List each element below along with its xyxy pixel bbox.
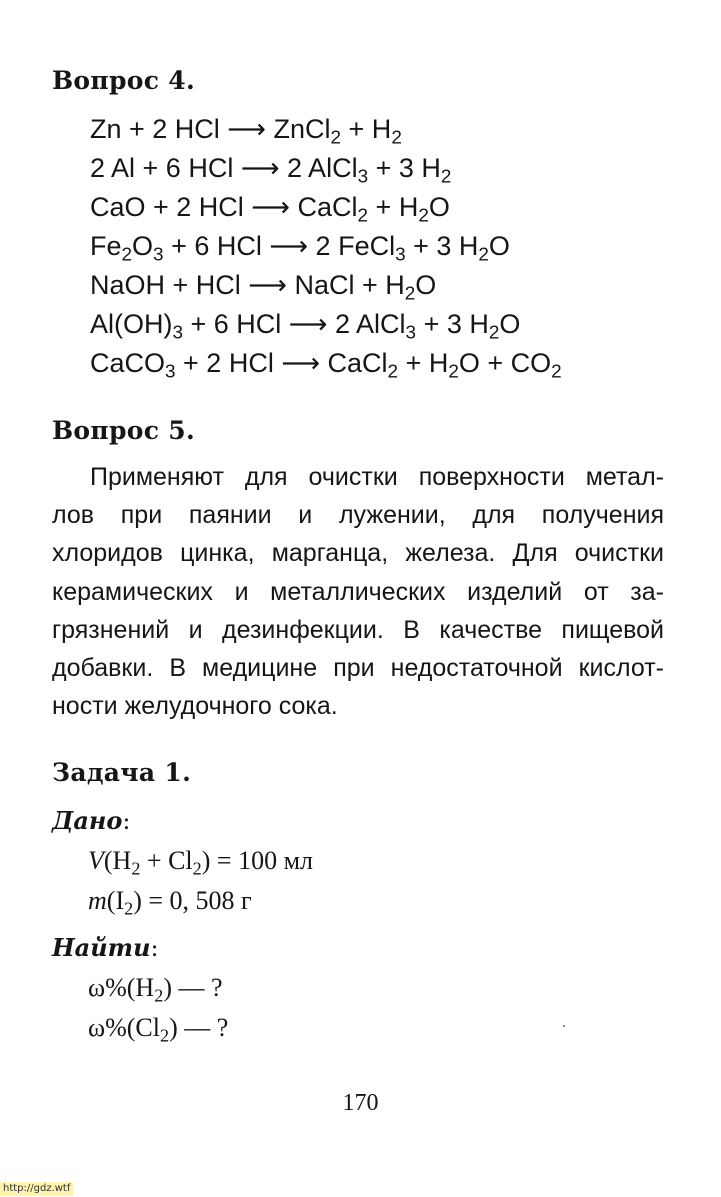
equation-6: $Al(OH)_3 + 6$ HCl ⟶ 2 AlCl$_3$ + 3 $H_2O$ — [90, 309, 521, 344]
equation-2: 2 Al + 6 HCl ⟶ 2 AlCl$_3$ + 3 $H_2$ — [90, 153, 452, 188]
answer-5-line: керамических и металлических изделий от за- — [52, 577, 664, 606]
find-h2-fraction: $\omega\%(H_2)$ — ? — [88, 973, 223, 1006]
scan-speck — [563, 1025, 565, 1027]
equation-7: CaCO$_3$ + 2 HCl ⟶ CaCl$_2$ + $H_2O + CO_2$ — [90, 348, 562, 383]
watermark-link[interactable]: http://gdz.wtf — [0, 1182, 73, 1196]
given-label: Дано: — [52, 806, 131, 835]
answer-5-line: лов при паянии и лужении, для получения — [52, 501, 664, 530]
answer-5-line: грязнений и дезинфекции. В качестве пищевой — [52, 615, 664, 644]
answer-5-line: Применяют для очистки поверхности метал- — [90, 463, 664, 491]
given-volume: $V(H_2 + Cl_2) = 100$ мл — [88, 846, 313, 879]
answer-5-line: ности желудочного сока. — [52, 692, 338, 721]
answer-5-line: добавки. В медицине при недостаточной кислот- — [52, 654, 664, 683]
page-number: 170 — [342, 1090, 379, 1116]
given-mass: $m(I_2) = 0$, 508 г — [88, 886, 252, 919]
equation-3: CaO + 2 HCl ⟶ CaCl$_2$ + $H_2O$ — [90, 192, 450, 227]
question-5-heading: Вопрос 5. — [52, 416, 195, 445]
answer-5-paragraph — [52, 458, 664, 725]
equation-4: $Fe_2O_3 + 6$ HCl ⟶ 2 FeCl$_3$ + 3 $H_2O$ — [90, 231, 510, 266]
question-4-heading: Вопрос 4. — [52, 66, 195, 95]
equation-1: Zn + 2 HCl ⟶ ZnCl$_2$ + $H_2$ — [90, 114, 402, 149]
find-label: Найти: — [52, 933, 159, 962]
task-1-heading: Задача 1. — [52, 758, 192, 787]
find-cl2-fraction: $\omega\%(Cl_2)$ — ? — [88, 1013, 229, 1046]
equation-5: NaOH + HCl ⟶ NaCl + $H_2O$ — [90, 270, 437, 305]
answer-5-line: хлоридов цинка, марганца, железа. Для очистки — [52, 539, 664, 568]
